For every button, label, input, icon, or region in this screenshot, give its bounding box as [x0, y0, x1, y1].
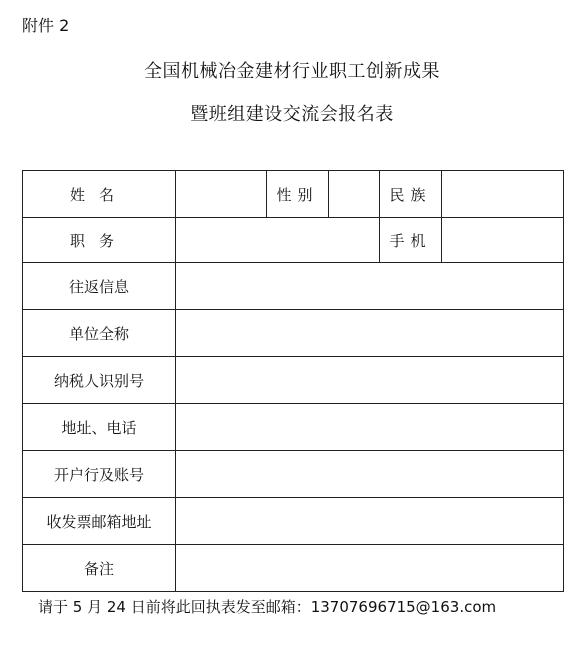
- registration-form-table: [22, 170, 564, 592]
- mobile-label: 手机: [380, 218, 442, 263]
- invoice-email-field[interactable]: [176, 498, 564, 545]
- form-row-organization: [23, 310, 564, 357]
- form-row-travel: [23, 263, 564, 310]
- remarks-label: 备注: [23, 545, 176, 592]
- form-row-name: [23, 171, 564, 218]
- form-row-invoice-email: [23, 498, 564, 545]
- travel-label: 往返信息: [23, 263, 176, 310]
- position-label: 职务: [23, 218, 176, 263]
- form-row-remarks: [23, 545, 564, 592]
- ethnicity-field[interactable]: [442, 171, 564, 218]
- page-title-line-1: 全国机械冶金建材行业职工创新成果: [144, 61, 440, 82]
- form-row-bank-account: [23, 451, 564, 498]
- taxpayer-id-label: 纳税人识别号: [23, 357, 176, 404]
- address-phone-field[interactable]: [176, 404, 564, 451]
- travel-field[interactable]: [176, 263, 564, 310]
- taxpayer-id-field[interactable]: [176, 357, 564, 404]
- bank-account-field[interactable]: [176, 451, 564, 498]
- name-label: 姓名: [23, 171, 176, 218]
- invoice-email-label: 收发票邮箱地址: [23, 498, 176, 545]
- form-row-taxpayer-id: [23, 357, 564, 404]
- organization-label: 单位全称: [23, 310, 176, 357]
- address-phone-label: 地址、电话: [23, 404, 176, 451]
- submission-note: 请于 5 月 24 日前将此回执表发至邮箱：13707696715@163.com: [38, 598, 497, 616]
- position-field[interactable]: [176, 218, 380, 263]
- mobile-field[interactable]: [442, 218, 564, 263]
- form-row-position: [23, 218, 564, 263]
- name-field[interactable]: [176, 171, 267, 218]
- page-title-line-2: 暨班组建设交流会报名表: [190, 104, 394, 125]
- organization-field[interactable]: [176, 310, 564, 357]
- form-row-address-phone: [23, 404, 564, 451]
- gender-label: 性别: [267, 171, 329, 218]
- remarks-field[interactable]: [176, 545, 564, 592]
- ethnicity-label: 民族: [380, 171, 442, 218]
- gender-field[interactable]: [329, 171, 380, 218]
- attachment-label: 附件 2: [22, 16, 70, 35]
- bank-account-label: 开户行及账号: [23, 451, 176, 498]
